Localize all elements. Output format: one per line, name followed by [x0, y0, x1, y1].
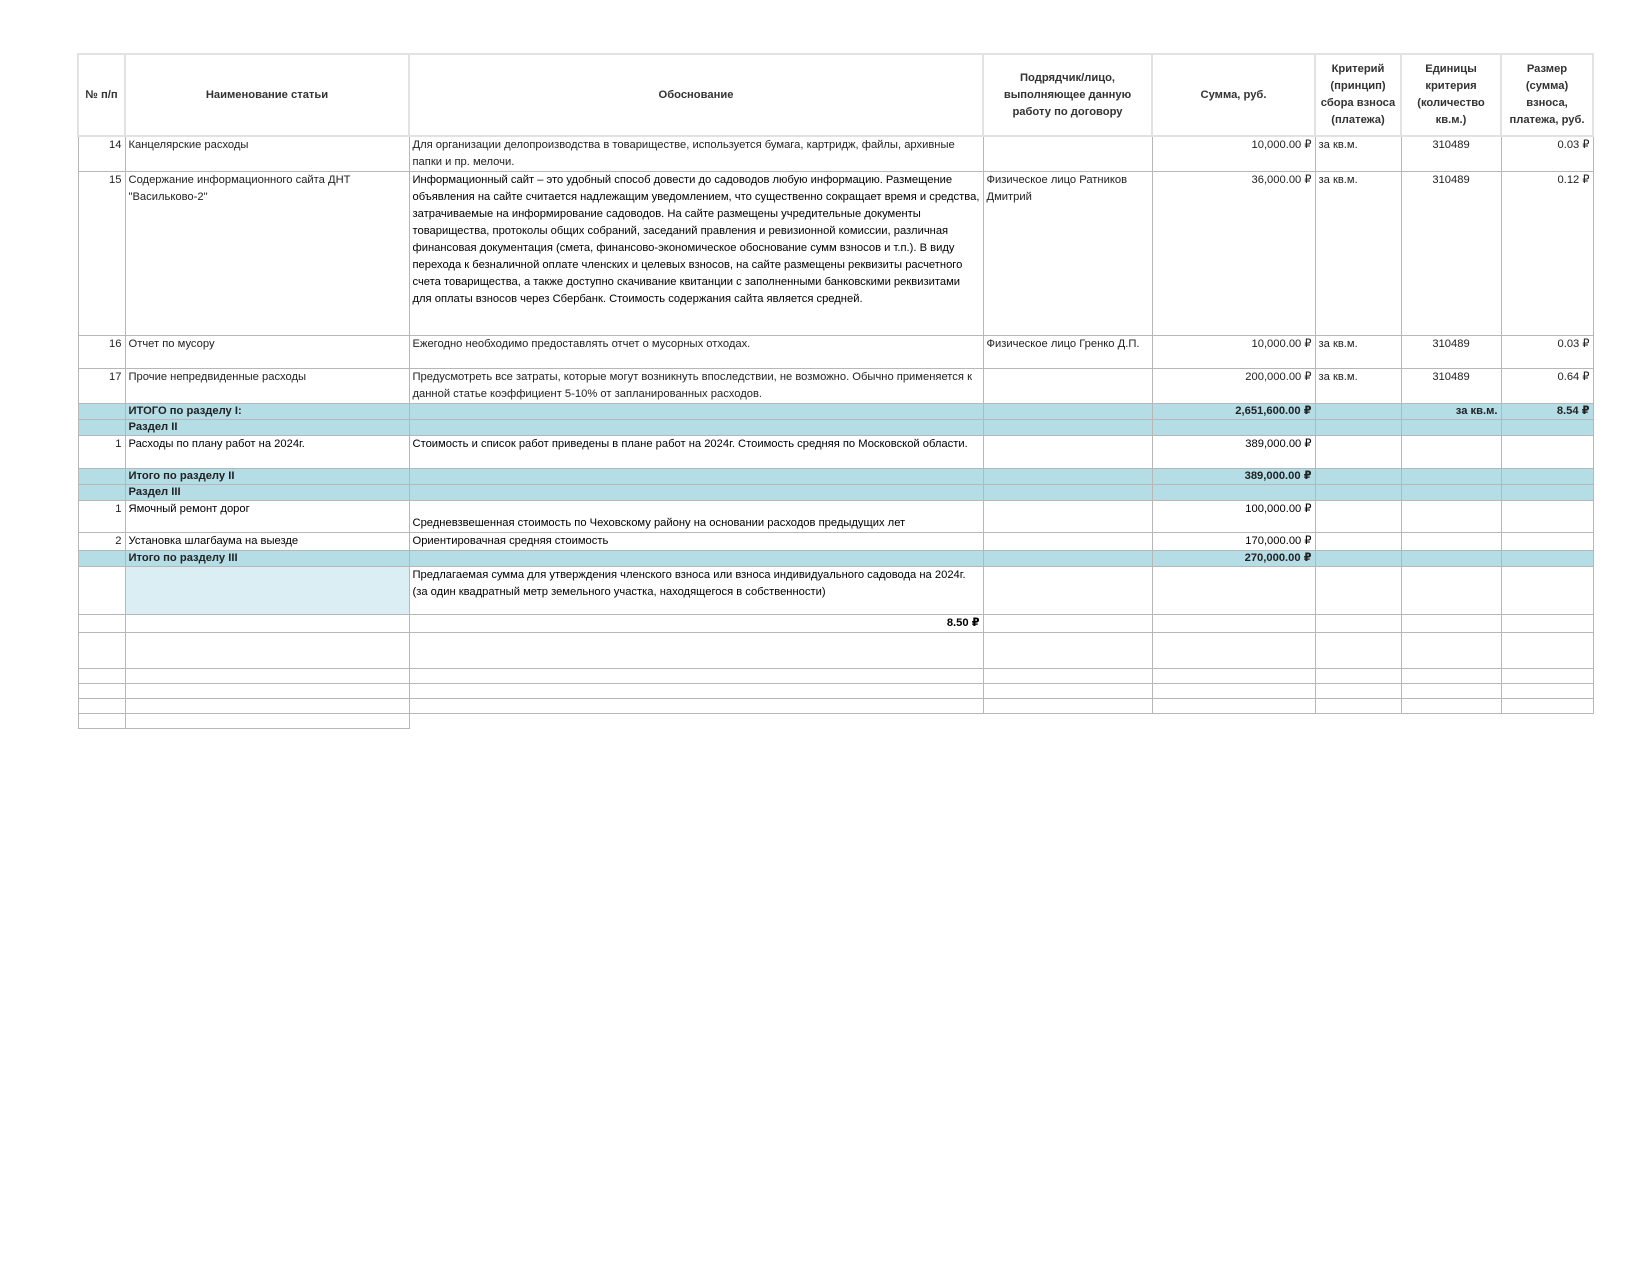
total-section-2-label: Итого по разделу II — [125, 469, 409, 485]
row-num: 15 — [78, 172, 125, 336]
total-section-3-sum: 270,000.00 ₽ — [1152, 551, 1315, 567]
row-name: Прочие непредвиденные расходы — [125, 369, 409, 404]
total-section-1-label: ИТОГО по разделу I: — [125, 404, 409, 420]
row-name: Расходы по плану работ на 2024г. — [125, 436, 409, 469]
table-row — [78, 336, 1593, 369]
table-row — [78, 501, 1593, 533]
empty-row — [78, 633, 1593, 669]
section-2-label: Раздел II — [125, 420, 409, 436]
row-num: 14 — [78, 136, 125, 172]
row-num: 2 — [78, 533, 125, 551]
row-criterion: за кв.м. — [1315, 136, 1401, 172]
row-contractor: Физическое лицо Ратников Дмитрий — [983, 172, 1152, 336]
row-num: 17 — [78, 369, 125, 404]
row-name: Содержание информационного сайта ДНТ "Васильково-2" — [125, 172, 409, 336]
header-row — [78, 54, 1593, 136]
header-reason: Обоснование — [409, 54, 983, 136]
row-sum: 36,000.00 ₽ — [1152, 172, 1315, 336]
empty-row — [78, 714, 1593, 729]
row-units: 310489 — [1401, 369, 1501, 404]
header-name: Наименование статьи — [125, 54, 409, 136]
row-units: 310489 — [1401, 336, 1501, 369]
budget-table — [77, 53, 1594, 729]
row-name: Установка шлагбаума на выезде — [125, 533, 409, 551]
row-sum: 100,000.00 ₽ — [1152, 501, 1315, 533]
table-row — [78, 369, 1593, 404]
row-contractor: Физическое лицо Гренко Д.П. — [983, 336, 1152, 369]
section-2-header-row — [78, 420, 1593, 436]
header-sum: Сумма, руб. — [1152, 54, 1315, 136]
row-size: 0.64 ₽ — [1501, 369, 1593, 404]
row-size: 0.03 ₽ — [1501, 136, 1593, 172]
total-section-3-label: Итого по разделу III — [125, 551, 409, 567]
proposal-row — [78, 567, 1593, 615]
row-sum: 170,000.00 ₽ — [1152, 533, 1315, 551]
row-num: 16 — [78, 336, 125, 369]
row-criterion: за кв.м. — [1315, 336, 1401, 369]
row-num: 1 — [78, 501, 125, 533]
total-section-1-sum: 2,651,600.00 ₽ — [1152, 404, 1315, 420]
total-section-3-row — [78, 551, 1593, 567]
header-units: Единицы критерия (количество кв.м.) — [1401, 54, 1501, 136]
table-row — [78, 533, 1593, 551]
total-section-2-sum: 389,000.00 ₽ — [1152, 469, 1315, 485]
header-contractor: Подрядчик/лицо, выполняющее данную работу по договору — [983, 54, 1152, 136]
row-reason: Ориентировачная средняя стоимость — [409, 533, 983, 551]
total-section-1-unit: за кв.м. — [1401, 404, 1501, 420]
row-name: Отчет по мусору — [125, 336, 409, 369]
row-units: 310489 — [1401, 172, 1501, 336]
row-criterion: за кв.м. — [1315, 172, 1401, 336]
total-section-1-row — [78, 404, 1593, 420]
table-row — [78, 436, 1593, 469]
header-criterion: Критерий (принцип) сбора взноса (платежа) — [1315, 54, 1401, 136]
row-sum: 389,000.00 ₽ — [1152, 436, 1315, 469]
total-section-1-size: 8.54 ₽ — [1501, 404, 1593, 420]
empty-row — [78, 699, 1593, 714]
row-reason: Ежегодно необходимо предоставлять отчет о мусорных отходах. — [409, 336, 983, 369]
section-3-label: Раздел III — [125, 485, 409, 501]
table-row — [78, 136, 1593, 172]
row-reason: Для организации делопроизводства в товариществе, используется бумага, картридж, файлы, архивные папки и пр. мелочи. — [409, 136, 983, 172]
row-reason: Информационный сайт – это удобный способ довести до садоводов любую информацию. Размещение объявления на сайте считается надлежащим уведомлением, что существенно сокращает время и средства, затрачиваемые на информирование садоводов. На сайте размещены учредительные документы товарищества, протоколы общих собраний, заседаний правления и ревизионной комиссии, различная финансовая документация (смета, финансово-экономическое обоснование сумм взносов и т.п.). В виду перехода к безналичной оплате членских и целевых взносов, на сайте размещены реквизиты расчетного счета товарищества, а также доступно скачивание квитанции с заполненными банковскими реквизитами для оплаты взносов через Сбербанк. Стоимость содержания сайта является средней. — [409, 172, 983, 336]
proposal-value: 8.50 ₽ — [409, 615, 983, 633]
empty-row — [78, 684, 1593, 699]
proposal-value-row — [78, 615, 1593, 633]
header-size: Размер (сумма) взноса, платежа, руб. — [1501, 54, 1593, 136]
row-contractor — [983, 136, 1152, 172]
row-sum: 10,000.00 ₽ — [1152, 336, 1315, 369]
row-size: 0.12 ₽ — [1501, 172, 1593, 336]
total-section-2-row — [78, 469, 1593, 485]
row-contractor — [983, 369, 1152, 404]
section-3-header-row — [78, 485, 1593, 501]
row-units: 310489 — [1401, 136, 1501, 172]
proposal-text: Предлагаемая сумма для утверждения членского взноса или взноса индивидуального садовода на 2024г. (за один квадратный метр земельного участка, находящегося в собственности) — [409, 567, 983, 615]
row-reason: Стоимость и список работ приведены в плане работ на 2024г. Стоимость средняя по Московской области. — [409, 436, 983, 469]
row-sum: 200,000.00 ₽ — [1152, 369, 1315, 404]
row-name: Ямочный ремонт дорог — [125, 501, 409, 533]
row-name: Канцелярские расходы — [125, 136, 409, 172]
row-num: 1 — [78, 436, 125, 469]
row-reason: Средневзвешенная стоимость по Чеховскому району на основании расходов предыдущих лет — [409, 501, 983, 533]
header-num: № п/п — [78, 54, 125, 136]
row-reason: Предусмотреть все затраты, которые могут возникнуть впоследствии, не возможно. Обычно применяется к данной статье коэффициент 5-10% от запланированных расходов. — [409, 369, 983, 404]
row-size: 0.03 ₽ — [1501, 336, 1593, 369]
row-criterion: за кв.м. — [1315, 369, 1401, 404]
table-row — [78, 172, 1593, 336]
empty-row — [78, 669, 1593, 684]
row-sum: 10,000.00 ₽ — [1152, 136, 1315, 172]
